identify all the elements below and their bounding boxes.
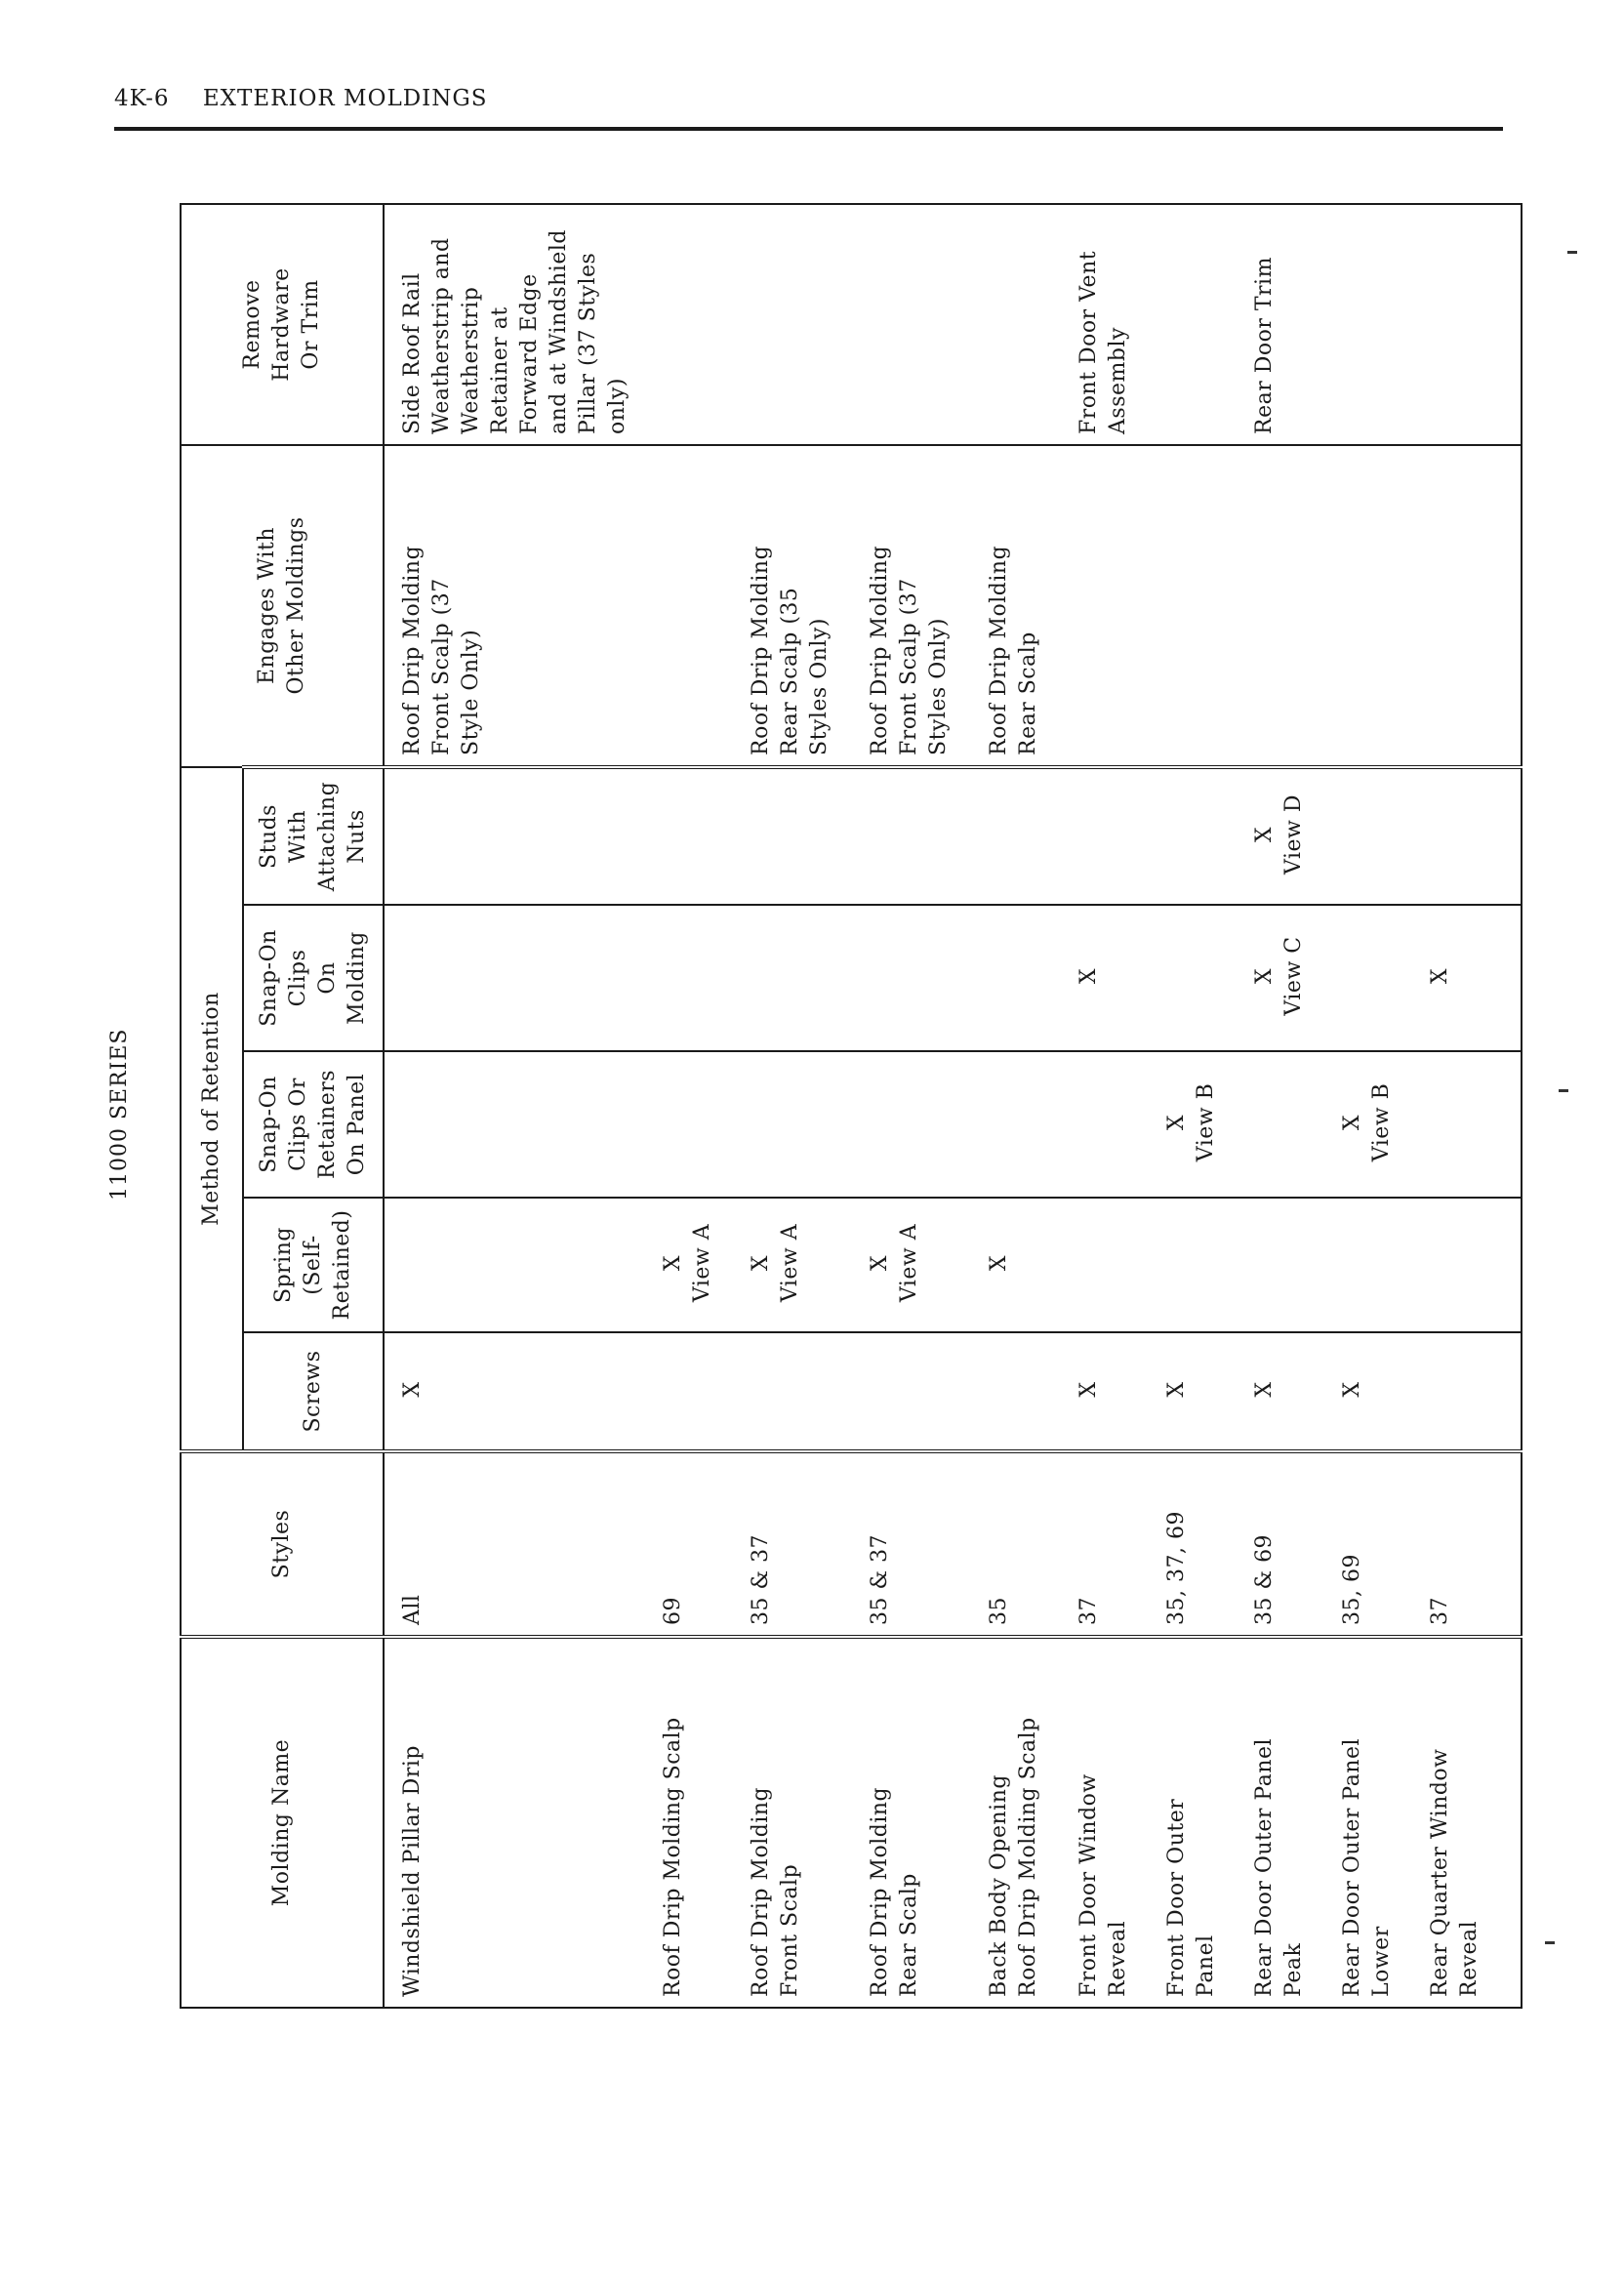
cell-snap-on-molding <box>747 905 866 1051</box>
cell-studs <box>1338 767 1426 905</box>
cell-styles <box>1075 1451 1162 1637</box>
header-snap-on-molding <box>243 905 384 1051</box>
cell-styles <box>1162 1451 1250 1637</box>
cell-remove <box>1250 204 1338 445</box>
cell-text: X <box>400 1381 425 1398</box>
cell-spring <box>747 1198 866 1332</box>
binding-mark <box>1545 1941 1555 1944</box>
cell-engages <box>1250 445 1338 767</box>
cell-remove <box>1338 204 1426 445</box>
cell-molding-name <box>866 1637 985 2008</box>
cell-text: Back Body Opening <box>987 1774 1011 1997</box>
cell-studs <box>1426 767 1522 905</box>
cell-text: 35 & 69 <box>1252 1533 1277 1625</box>
cell-screws <box>985 1332 1075 1451</box>
cell-remove <box>384 204 659 445</box>
rotated-table-wrapper <box>180 205 1493 2009</box>
cell-text: Front Door Vent <box>1076 250 1101 434</box>
cell-text: 35, 37, 69 <box>1164 1511 1189 1625</box>
header-line: Clips <box>286 949 310 1007</box>
header-lines <box>238 205 326 444</box>
cell-styles <box>1250 1451 1338 1637</box>
cell-text: Weatherstrip and <box>429 237 454 434</box>
cell-text: Front Scalp <box>778 1863 802 1997</box>
cell-text: X <box>749 1254 773 1272</box>
cell-text: Retainer at <box>488 306 512 434</box>
cell-molding-name <box>1075 1637 1162 2008</box>
cell-text: 69 <box>661 1597 685 1625</box>
cell-screws <box>1075 1332 1162 1451</box>
cell-screws <box>1426 1332 1522 1451</box>
cell-text: View C <box>1281 936 1306 1016</box>
cell-text: X <box>661 1254 685 1272</box>
cell-text: 35 <box>987 1597 1011 1625</box>
cell-text: Rear Door Outer Panel <box>1252 1737 1277 1997</box>
header-lines <box>255 906 372 1050</box>
cell-text: Pillar (37 Styles <box>576 252 600 434</box>
moldings-table <box>180 203 1522 2009</box>
cell-spring <box>1162 1198 1250 1332</box>
cell-text: Roof Drip Molding Scalp <box>661 1717 685 1997</box>
table-row <box>1250 204 1338 2008</box>
table-row <box>1075 204 1162 2008</box>
header-rule <box>114 127 1503 131</box>
cell-studs <box>1162 767 1250 905</box>
cell-engages <box>747 445 866 767</box>
cell-styles <box>1338 1451 1426 1637</box>
cell-text: X <box>1428 967 1452 985</box>
cell-text: View A <box>690 1223 714 1303</box>
cell-studs <box>747 767 866 905</box>
cell-studs <box>985 767 1075 905</box>
cell-snap-on-panel <box>1338 1051 1426 1198</box>
header-line: Remove <box>240 279 264 370</box>
cell-text: Reveal <box>1106 1920 1130 1997</box>
cell-text: and at Windshield <box>547 229 571 434</box>
cell-text: Rear Scalp <box>1016 631 1040 755</box>
cell-spring <box>985 1198 1075 1332</box>
cell-text: Roof Drip Molding <box>400 545 425 755</box>
cell-snap-on-molding <box>1250 905 1338 1051</box>
table-row <box>985 204 1075 2008</box>
cell-text: Styles Only) <box>807 618 832 755</box>
cell-text: X <box>868 1254 892 1272</box>
table-row <box>659 204 747 2008</box>
cell-text: Roof Drip Molding <box>987 545 1011 755</box>
page-number: 4K-6 <box>114 86 170 111</box>
cell-text: Peak <box>1281 1942 1306 1997</box>
header-line: Molding <box>345 931 369 1025</box>
cell-molding-name <box>747 1637 866 2008</box>
header-styles: Styles <box>181 1451 384 1637</box>
cell-styles <box>659 1451 747 1637</box>
cell-snap-on-molding <box>659 905 747 1051</box>
cell-text: Roof Drip Molding <box>868 1786 892 1997</box>
cell-remove <box>747 204 866 445</box>
cell-text: Panel <box>1194 1934 1218 1997</box>
cell-screws <box>747 1332 866 1451</box>
cell-text: X <box>1252 967 1277 985</box>
cell-text: Style Only) <box>459 629 483 755</box>
cell-text: Front Door Outer <box>1164 1798 1189 1997</box>
table-frame <box>180 205 1493 2009</box>
header-line: Studs <box>257 804 281 869</box>
cell-text: X <box>1252 826 1277 843</box>
header-line: On <box>315 961 340 995</box>
header-screws: Screws <box>243 1332 384 1451</box>
cell-engages <box>659 445 747 767</box>
cell-text: X <box>987 1254 1011 1272</box>
cell-spring <box>1250 1198 1338 1332</box>
cell-engages <box>1426 445 1522 767</box>
cell-spring <box>1426 1198 1522 1332</box>
header-line: Retainers <box>315 1069 340 1180</box>
cell-engages <box>384 445 659 767</box>
cell-text: Weatherstrip <box>459 286 483 434</box>
cell-snap-on-panel <box>659 1051 747 1198</box>
cell-text: Lower <box>1369 1926 1394 1997</box>
cell-text: All <box>400 1594 425 1625</box>
cell-molding-name <box>1250 1637 1338 2008</box>
cell-spring <box>384 1198 659 1332</box>
cell-text: Front Scalp (37 <box>897 578 921 755</box>
cell-text: Side Roof Rail <box>400 272 425 434</box>
cell-text: Reveal <box>1457 1920 1482 1997</box>
header-method-of-retention: Method of Retention <box>181 767 243 1451</box>
table-row <box>747 204 866 2008</box>
cell-remove <box>1162 204 1250 445</box>
table-row <box>1426 204 1522 2008</box>
cell-engages <box>1338 445 1426 767</box>
cell-text: 37 <box>1076 1597 1101 1625</box>
cell-styles <box>747 1451 866 1637</box>
cell-text: 35 & 37 <box>868 1533 892 1625</box>
header-line: Nuts <box>345 809 369 864</box>
header-snap-on-panel <box>243 1051 384 1198</box>
cell-text: Forward Edge <box>517 273 542 434</box>
header-line: Spring <box>271 1227 296 1303</box>
cell-snap-on-panel <box>1250 1051 1338 1198</box>
cell-snap-on-panel <box>1075 1051 1162 1198</box>
cell-text: X <box>1164 1114 1189 1131</box>
cell-snap-on-molding <box>1338 905 1426 1051</box>
cell-text: View D <box>1281 794 1306 875</box>
table-row <box>866 204 985 2008</box>
table-row <box>1338 204 1426 2008</box>
table-row <box>384 204 659 2008</box>
cell-text: Assembly <box>1106 327 1130 434</box>
cell-molding-name <box>1426 1637 1522 2008</box>
cell-snap-on-molding <box>866 905 985 1051</box>
binding-mark <box>1567 251 1577 254</box>
cell-text: Rear Quarter Window <box>1428 1748 1452 1997</box>
cell-snap-on-molding <box>1426 905 1522 1051</box>
cell-remove <box>659 204 747 445</box>
cell-text: X <box>1164 1381 1189 1398</box>
cell-text: Rear Scalp (35 <box>778 587 802 755</box>
header-spring <box>243 1198 384 1332</box>
cell-styles <box>1426 1451 1522 1637</box>
cell-text: View A <box>897 1223 921 1303</box>
cell-snap-on-panel <box>866 1051 985 1198</box>
cell-spring <box>1338 1198 1426 1332</box>
cell-engages <box>985 445 1075 767</box>
cell-remove <box>866 204 985 445</box>
cell-text: X <box>1340 1114 1364 1131</box>
header-line: On Panel <box>345 1073 369 1176</box>
header-studs <box>243 767 384 905</box>
header-lines <box>253 446 311 765</box>
header-line: Snap-On <box>257 929 281 1027</box>
cell-styles <box>985 1451 1075 1637</box>
cell-molding-name <box>384 1637 659 2008</box>
header-lines <box>269 1199 357 1331</box>
cell-screws <box>384 1332 659 1451</box>
header-line: Other Moldings <box>284 516 308 695</box>
cell-text: 35, 69 <box>1340 1554 1364 1625</box>
header-lines <box>255 769 372 904</box>
cell-engages <box>1075 445 1162 767</box>
header-lines <box>255 1052 372 1197</box>
header-line: Snap-On <box>257 1076 281 1173</box>
series-label: 11000 SERIES <box>107 1028 132 1201</box>
cell-styles <box>384 1451 659 1637</box>
cell-snap-on-panel <box>985 1051 1075 1198</box>
header-line: (Self- <box>301 1235 325 1295</box>
cell-text: only) <box>605 378 629 434</box>
header-line: Hardware <box>269 267 294 382</box>
cell-text: Roof Drip Molding <box>749 545 773 755</box>
cell-molding-name <box>659 1637 747 2008</box>
cell-molding-name <box>1338 1637 1426 2008</box>
cell-snap-on-panel <box>1426 1051 1522 1198</box>
cell-snap-on-molding <box>1162 905 1250 1051</box>
cell-text: Roof Drip Molding <box>868 545 892 755</box>
cell-engages <box>1162 445 1250 767</box>
cell-text: X <box>1252 1381 1277 1398</box>
cell-studs <box>1250 767 1338 905</box>
cell-styles <box>866 1451 985 1637</box>
header-remove <box>181 204 384 445</box>
cell-molding-name <box>1162 1637 1250 2008</box>
cell-text: Front Door Window <box>1076 1773 1101 1997</box>
cell-text: Rear Scalp <box>897 1873 921 1997</box>
cell-screws <box>866 1332 985 1451</box>
cell-molding-name <box>985 1637 1075 2008</box>
cell-studs <box>384 767 659 905</box>
header-line: Retained) <box>330 1209 354 1321</box>
header-line: Engages With <box>255 526 279 685</box>
cell-spring <box>659 1198 747 1332</box>
cell-text: X <box>1076 967 1101 985</box>
cell-remove <box>1426 204 1522 445</box>
cell-text: Windshield Pillar Drip <box>400 1745 425 1997</box>
cell-text: X <box>1076 1381 1101 1398</box>
cell-snap-on-panel <box>747 1051 866 1198</box>
cell-snap-on-molding <box>985 905 1075 1051</box>
cell-text: Styles Only) <box>926 618 951 755</box>
cell-studs <box>866 767 985 905</box>
cell-text: View B <box>1194 1082 1218 1162</box>
cell-screws <box>1162 1332 1250 1451</box>
table-row <box>1162 204 1250 2008</box>
cell-text: Rear Door Outer Panel <box>1340 1737 1364 1997</box>
header-line: With <box>286 809 310 864</box>
cell-snap-on-panel <box>1162 1051 1250 1198</box>
cell-text: View B <box>1369 1082 1394 1162</box>
header-line: Or Trim <box>299 279 323 370</box>
header-molding-name: Molding Name <box>181 1637 384 2008</box>
cell-screws <box>659 1332 747 1451</box>
cell-spring <box>866 1198 985 1332</box>
cell-text: Rear Door Trim <box>1252 257 1277 434</box>
cell-studs <box>1075 767 1162 905</box>
cell-text: View A <box>778 1223 802 1303</box>
header-engages <box>181 445 384 767</box>
cell-screws <box>1250 1332 1338 1451</box>
table-body <box>384 204 1522 2008</box>
cell-remove <box>985 204 1075 445</box>
page-title: EXTERIOR MOLDINGS <box>202 86 488 111</box>
cell-text: Roof Drip Molding <box>749 1786 773 1997</box>
cell-text: 35 & 37 <box>749 1533 773 1625</box>
header-line: Attaching <box>315 781 340 892</box>
cell-studs <box>659 767 747 905</box>
cell-snap-on-panel <box>384 1051 659 1198</box>
cell-screws <box>1338 1332 1426 1451</box>
cell-text: Roof Drip Molding Scalp <box>1016 1717 1040 1997</box>
cell-text: X <box>1340 1381 1364 1398</box>
header-line: Clips Or <box>286 1078 310 1171</box>
cell-engages <box>866 445 985 767</box>
binding-mark <box>1559 1089 1568 1092</box>
cell-spring <box>1075 1198 1162 1332</box>
cell-snap-on-molding <box>384 905 659 1051</box>
cell-snap-on-molding <box>1075 905 1162 1051</box>
cell-text: Front Scalp (37 <box>429 578 454 755</box>
cell-text: 37 <box>1428 1597 1452 1625</box>
cell-remove <box>1075 204 1162 445</box>
page-header <box>114 86 513 111</box>
